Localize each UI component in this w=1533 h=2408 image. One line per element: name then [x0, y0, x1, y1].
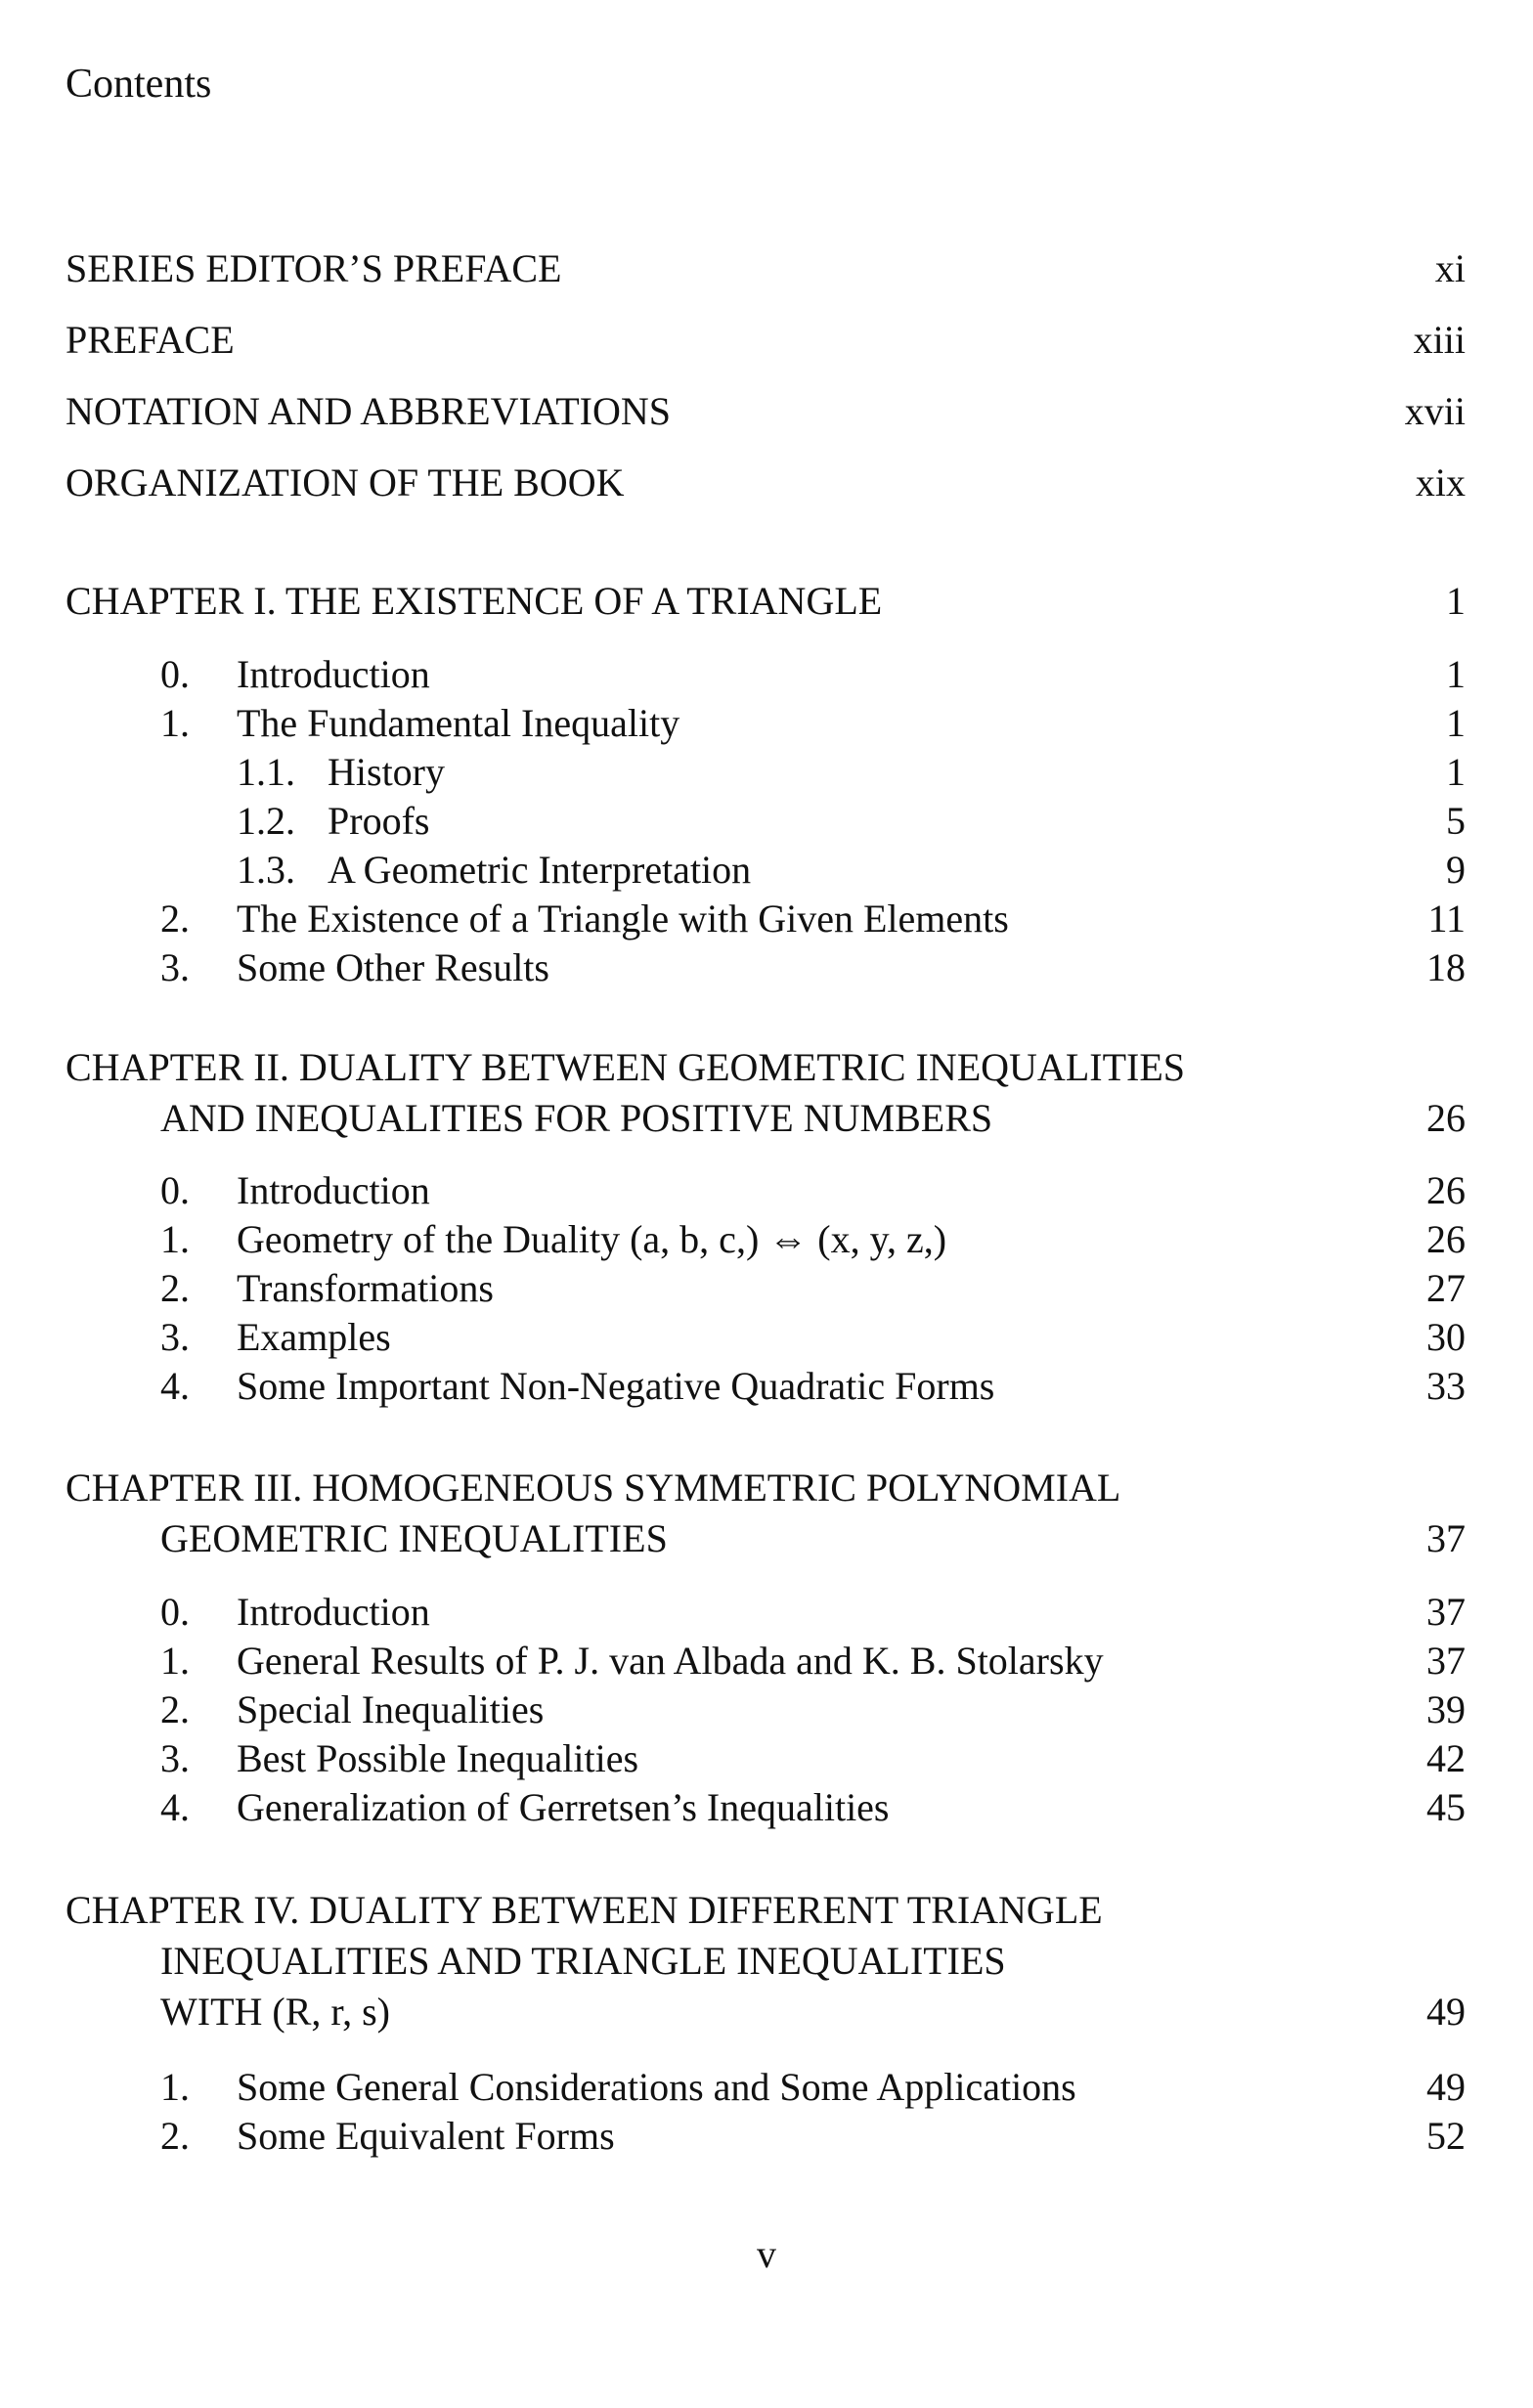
page-heading: Contents — [66, 62, 212, 107]
chapter-title: CHAPTER II. DUALITY BETWEEN GEOMETRIC INEQUALITIES — [66, 1045, 1185, 1089]
entry-title: Some Equivalent Forms — [237, 2114, 615, 2158]
entry-page: xi — [1434, 246, 1466, 290]
entry-number: 1. — [160, 701, 190, 745]
entry-page: 27 — [1426, 1266, 1466, 1310]
entry-title: Examples — [237, 1315, 391, 1359]
entry-title: Best Possible Inequalities — [237, 1736, 639, 1780]
toc-entry[interactable] — [66, 1734, 1466, 1783]
toc-entry[interactable] — [66, 2112, 1466, 2161]
entry-page: xix — [1415, 460, 1466, 504]
entry-page: 42 — [1426, 1736, 1466, 1780]
entry-title: Introduction — [237, 1590, 430, 1634]
entry-title: The Fundamental Inequality — [237, 701, 680, 745]
entry-title: Some General Considerations and Some Applications — [237, 2065, 1076, 2109]
toc-subentry[interactable] — [66, 846, 1466, 895]
chapter-heading-continued[interactable] — [66, 1094, 1466, 1143]
entry-number: 4. — [160, 1785, 190, 1829]
entry-title: PREFACE — [66, 318, 235, 362]
entry-title: Special Inequalities — [237, 1687, 545, 1731]
toc-entry-front[interactable] — [66, 244, 1466, 293]
toc-entry[interactable] — [66, 1362, 1466, 1411]
entry-page: xvii — [1404, 389, 1466, 433]
entry-title: Geometry of the Duality (a, b, c,) ⇔ (x, y, z,) — [237, 1217, 947, 1261]
entry-page: xiii — [1413, 318, 1466, 362]
entry-page: 26 — [1426, 1217, 1466, 1261]
chapter-page: 37 — [1426, 1516, 1466, 1560]
entry-page: 30 — [1426, 1315, 1466, 1359]
entry-number: 1. — [160, 2065, 190, 2109]
entry-title: Transformations — [237, 1266, 494, 1310]
entry-title: Some Important Non-Negative Quadratic Forms — [237, 1364, 995, 1408]
entry-number: 2. — [160, 1266, 190, 1310]
entry-number: 0. — [160, 1590, 190, 1634]
entry-page: 37 — [1426, 1590, 1466, 1634]
entry-page: 52 — [1426, 2114, 1466, 2158]
entry-page: 26 — [1426, 1168, 1466, 1212]
entry-page: 1 — [1446, 701, 1466, 745]
toc-entry[interactable] — [66, 1588, 1466, 1637]
entry-title: Generalization of Gerretsen’s Inequalities — [237, 1785, 890, 1829]
toc-entry[interactable] — [66, 1783, 1466, 1832]
entry-number: 3. — [160, 1736, 190, 1780]
page-number: v — [757, 2232, 776, 2276]
entry-page: 37 — [1426, 1639, 1466, 1683]
toc-entry[interactable] — [66, 943, 1466, 992]
entry-title: Some Other Results — [237, 945, 549, 989]
chapter-title-line3: WITH (R, r, s) — [160, 1990, 390, 2034]
toc-entry[interactable] — [66, 895, 1466, 943]
entry-title: Introduction — [237, 652, 430, 696]
entry-number: 1.3. — [237, 848, 295, 892]
chapter-page: 26 — [1426, 1096, 1466, 1140]
entry-title: The Existence of a Triangle with Given Elements — [237, 897, 1009, 941]
entry-page: 39 — [1426, 1687, 1466, 1731]
entry-number: 1.2. — [237, 799, 295, 843]
entry-number: 2. — [160, 2114, 190, 2158]
chapter-heading-continued[interactable] — [66, 1988, 1466, 2036]
chapter-title-line2: INEQUALITIES AND TRIANGLE INEQUALITIES — [160, 1939, 1006, 1983]
entry-number: 2. — [160, 1687, 190, 1731]
entry-page: 45 — [1426, 1785, 1466, 1829]
chapter-title: CHAPTER IV. DUALITY BETWEEN DIFFERENT TRIANGLE — [66, 1888, 1103, 1932]
entry-page: 18 — [1426, 945, 1466, 989]
entry-title: Proofs — [328, 799, 430, 843]
toc-entry[interactable] — [66, 1686, 1466, 1734]
entry-title: NOTATION AND ABBREVIATIONS — [66, 389, 672, 433]
entry-title: History — [328, 750, 445, 794]
entry-page: 1 — [1446, 652, 1466, 696]
toc-entry[interactable] — [66, 1264, 1466, 1313]
entry-title: ORGANIZATION OF THE BOOK — [66, 460, 625, 504]
chapter-heading[interactable] — [66, 577, 1466, 626]
entry-number: 1. — [160, 1217, 190, 1261]
toc-entry[interactable] — [66, 1637, 1466, 1686]
entry-title: A Geometric Interpretation — [328, 848, 752, 892]
chapter-heading[interactable] — [66, 1043, 1466, 1092]
toc-entry[interactable] — [66, 1313, 1466, 1362]
chapter-title: CHAPTER III. HOMOGENEOUS SYMMETRIC POLYNOMIAL — [66, 1466, 1121, 1510]
toc-entry-front[interactable] — [66, 459, 1466, 507]
entry-number: 1.1. — [237, 750, 295, 794]
chapter-page: 1 — [1446, 579, 1466, 623]
entry-page: 5 — [1446, 799, 1466, 843]
toc-entry[interactable] — [66, 650, 1466, 699]
toc-entry[interactable] — [66, 2063, 1466, 2112]
chapter-heading-continued[interactable] — [66, 1937, 1466, 1986]
chapter-heading[interactable] — [66, 1886, 1466, 1935]
chapter-title-line2: AND INEQUALITIES FOR POSITIVE NUMBERS — [160, 1096, 993, 1140]
toc-entry[interactable] — [66, 699, 1466, 748]
toc-entry[interactable] — [66, 1215, 1466, 1264]
entry-page: 33 — [1426, 1364, 1466, 1408]
chapter-title-line2: GEOMETRIC INEQUALITIES — [160, 1516, 668, 1560]
toc-subentry[interactable] — [66, 748, 1466, 797]
toc-entry-front[interactable] — [66, 316, 1466, 365]
chapter-page: 49 — [1426, 1990, 1466, 2034]
entry-title: Introduction — [237, 1168, 430, 1212]
entry-number: 2. — [160, 897, 190, 941]
entry-number: 0. — [160, 1168, 190, 1212]
toc-entry[interactable] — [66, 1166, 1466, 1215]
entry-number: 4. — [160, 1364, 190, 1408]
entry-title: General Results of P. J. van Albada and K. B. Stolarsky — [237, 1639, 1104, 1683]
entry-number: 3. — [160, 1315, 190, 1359]
entry-title: SERIES EDITOR’S PREFACE — [66, 246, 562, 290]
chapter-heading[interactable] — [66, 1464, 1466, 1512]
entry-number: 3. — [160, 945, 190, 989]
toc-entry-front[interactable] — [66, 387, 1466, 436]
entry-page: 1 — [1446, 750, 1466, 794]
chapter-title: CHAPTER I. THE EXISTENCE OF A TRIANGLE — [66, 579, 883, 623]
entry-number: 1. — [160, 1639, 190, 1683]
entry-number: 0. — [160, 652, 190, 696]
entry-page: 11 — [1427, 897, 1466, 941]
chapter-heading-continued[interactable] — [66, 1514, 1466, 1563]
entry-page: 49 — [1426, 2065, 1466, 2109]
entry-page: 9 — [1446, 848, 1466, 892]
toc-subentry[interactable] — [66, 797, 1466, 846]
